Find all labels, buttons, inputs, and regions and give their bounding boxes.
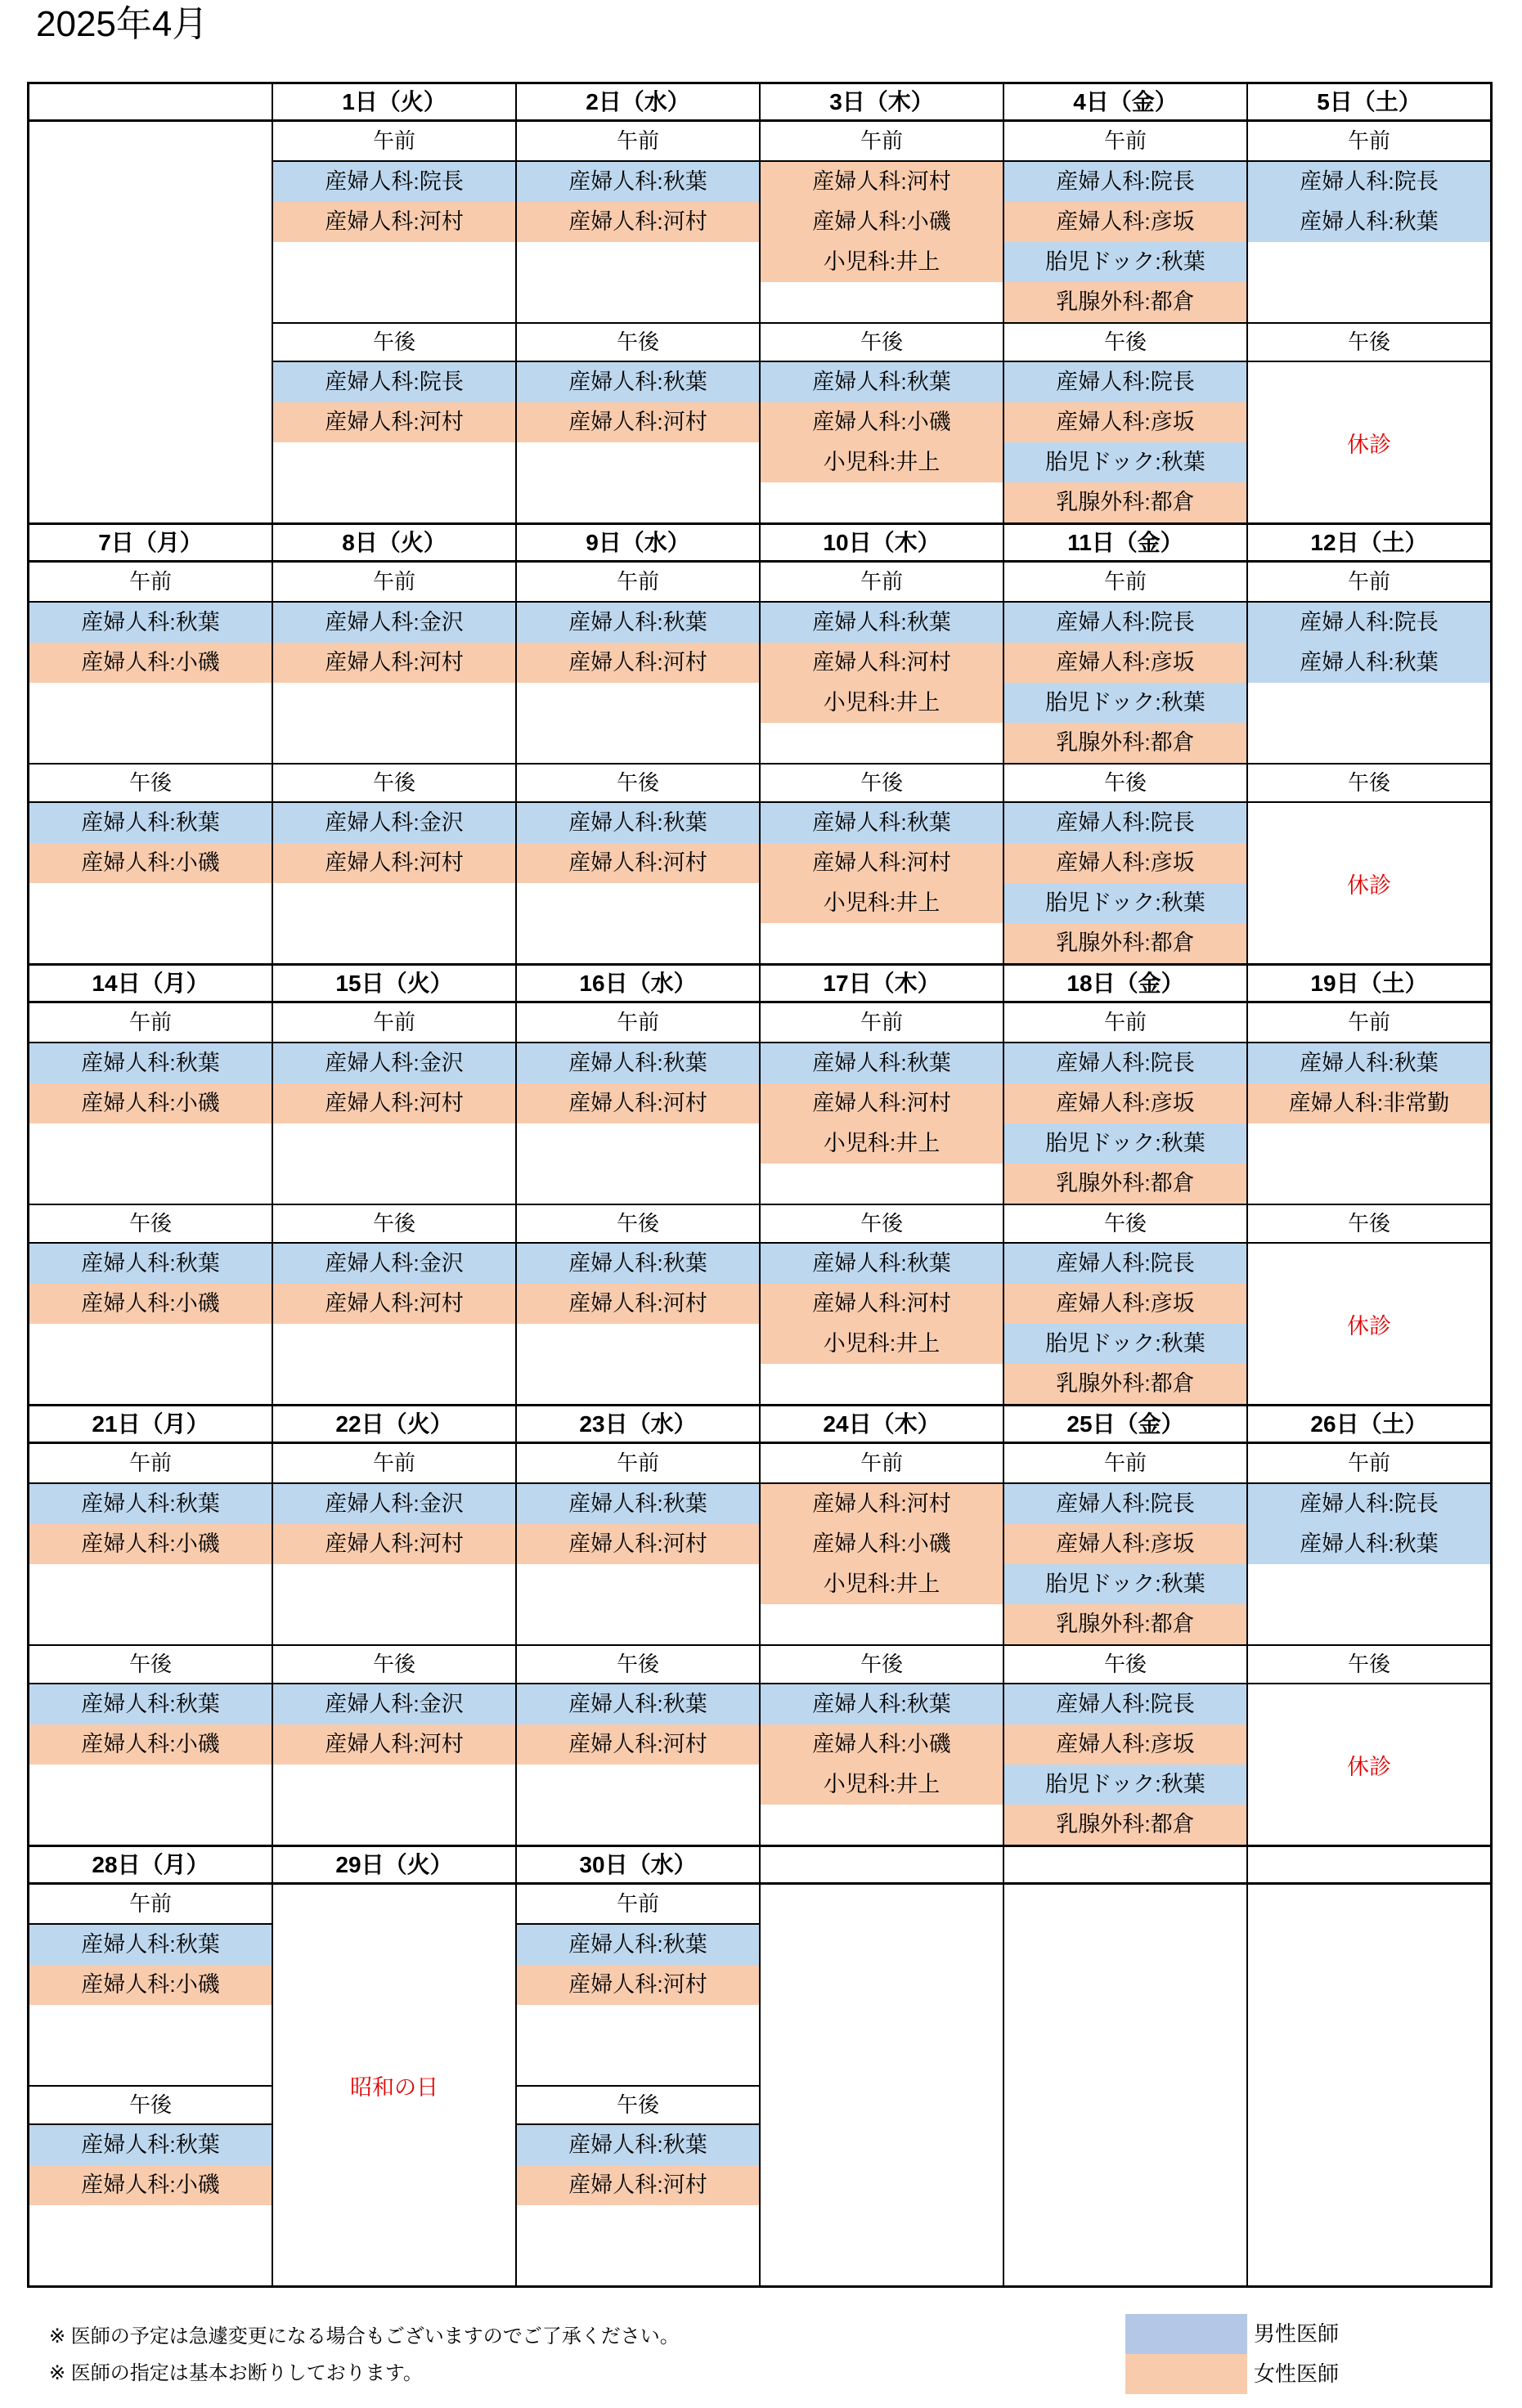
am-slots [517, 1484, 759, 1644]
pm-label: 午後 [517, 763, 759, 803]
doctor-slot-male: 産婦人科:院長 [1004, 603, 1246, 643]
pm-label: 午後 [1004, 1204, 1246, 1244]
day-header: 24日（木） [761, 1404, 1003, 1444]
doctor-slot-female: 産婦人科:小磯 [29, 1724, 272, 1765]
doctor-slot-female: 小児科:井上 [761, 1123, 1003, 1164]
pm-slots [761, 803, 1003, 963]
day-header: 11日（金） [1004, 522, 1246, 563]
doctor-slot-female: 産婦人科:小磯 [29, 1965, 272, 2005]
doctor-slot-male: 産婦人科:院長 [1004, 362, 1246, 402]
doctor-slot-female: 小児科:井上 [761, 1324, 1003, 1364]
day-cell [29, 1404, 272, 1845]
day-cell [515, 963, 759, 1404]
am-slots [761, 162, 1003, 322]
legend-label-male: 男性医師 [1254, 2321, 1340, 2346]
am-slots [1248, 162, 1490, 322]
doctor-slot-male: 産婦人科:金沢 [273, 603, 515, 643]
am-slots [29, 603, 272, 763]
holiday-label: 昭和の日 [350, 2074, 438, 2100]
day-cell [29, 1845, 272, 2285]
pm-slots [517, 2125, 759, 2285]
legend-swatch-female [1125, 2354, 1247, 2394]
doctor-slot-male: 産婦人科:秋葉 [1248, 1043, 1490, 1083]
am-label: 午前 [517, 122, 759, 162]
am-slots [1004, 1043, 1246, 1204]
doctor-slot-female: 産婦人科:河村 [517, 1724, 759, 1765]
doctor-slot-male: 産婦人科:秋葉 [29, 1484, 272, 1524]
am-label: 午前 [29, 1885, 272, 1925]
schedule-table [27, 82, 1493, 2288]
day-header: 19日（土） [1248, 963, 1490, 1003]
pm-label: 午後 [761, 1204, 1003, 1244]
legend-label-female: 女性医師 [1254, 2361, 1340, 2386]
pm-label: 午後 [273, 763, 515, 803]
doctor-slot-female: 産婦人科:小磯 [29, 1524, 272, 1564]
pm-slots [29, 1684, 272, 1845]
pm-label: 午後 [517, 2085, 759, 2125]
am-label: 午前 [1248, 563, 1490, 603]
doctor-slot-female: 産婦人科:彦坂 [1004, 843, 1246, 883]
doctor-slot-female: 小児科:井上 [761, 683, 1003, 723]
closed-status: 休診 [1347, 1313, 1391, 1339]
week-row [29, 1845, 1490, 2285]
doctor-slot-male: 産婦人科:秋葉 [517, 2125, 759, 2165]
doctor-slot-female: 産婦人科:河村 [761, 643, 1003, 683]
doctor-slot-male: 胎児ドック:秋葉 [1004, 1765, 1246, 1805]
day-header: 16日（水） [517, 963, 759, 1003]
day-header: 17日（木） [761, 963, 1003, 1003]
doctor-slot-male: 産婦人科:院長 [1004, 162, 1246, 202]
day-header: 22日（火） [273, 1404, 515, 1444]
am-label: 午前 [273, 122, 515, 162]
doctor-slot-female: 産婦人科:小磯 [29, 843, 272, 883]
day-header: 18日（金） [1004, 963, 1246, 1003]
doctor-slot-female: 産婦人科:河村 [761, 1484, 1003, 1524]
doctor-slot-female: 産婦人科:河村 [517, 1965, 759, 2005]
pm-label: 午後 [29, 1204, 272, 1244]
doctor-slot-male: 産婦人科:秋葉 [29, 1925, 272, 1965]
day-header: 2日（水） [517, 82, 759, 122]
doctor-slot-female: 小児科:井上 [761, 442, 1003, 482]
am-slots [273, 1484, 515, 1644]
doctor-slot-female: 産婦人科:小磯 [29, 2165, 272, 2205]
day-cell [1003, 522, 1246, 963]
day-cell [515, 1404, 759, 1845]
doctor-slot-male: 産婦人科:秋葉 [761, 1043, 1003, 1083]
am-label: 午前 [517, 1885, 759, 1925]
pm-label: 午後 [1248, 1204, 1490, 1244]
doctor-slot-female: 乳腺外科:都倉 [1004, 1164, 1246, 1204]
doctor-slot-male: 産婦人科:秋葉 [517, 603, 759, 643]
day-cell [1246, 522, 1490, 963]
doctor-slot-male: 胎児ドック:秋葉 [1004, 1123, 1246, 1164]
day-header: 15日（火） [273, 963, 515, 1003]
day-cell [272, 82, 515, 522]
doctor-slot-female: 産婦人科:河村 [517, 2165, 759, 2205]
doctor-slot-female: 産婦人科:河村 [273, 1284, 515, 1324]
pm-slots [1004, 803, 1246, 963]
day-cell [272, 522, 515, 963]
day-cell [759, 522, 1003, 963]
doctor-slot-female: 産婦人科:彦坂 [1004, 1524, 1246, 1564]
am-label: 午前 [29, 1003, 272, 1043]
am-slots [517, 603, 759, 763]
am-label: 午前 [273, 1003, 515, 1043]
doctor-slot-male: 胎児ドック:秋葉 [1004, 242, 1246, 282]
day-header [29, 82, 272, 122]
day-cell [29, 522, 272, 963]
doctor-slot-male: 産婦人科:院長 [1248, 162, 1490, 202]
doctor-slot-male: 産婦人科:秋葉 [29, 1684, 272, 1724]
day-header: 29日（火） [273, 1845, 515, 1885]
am-slots [517, 1925, 759, 2085]
am-label: 午前 [761, 1003, 1003, 1043]
doctor-slot-female: 産婦人科:河村 [761, 843, 1003, 883]
pm-slots [761, 362, 1003, 522]
doctor-slot-male: 産婦人科:秋葉 [517, 1244, 759, 1284]
am-slots [1248, 1043, 1490, 1204]
day-header: 3日（木） [761, 82, 1003, 122]
day-cell [1246, 963, 1490, 1404]
day-header: 8日（火） [273, 522, 515, 563]
day-cell [1246, 1404, 1490, 1845]
closed-status: 休診 [1347, 432, 1391, 457]
day-header [1004, 1845, 1246, 1885]
doctor-slot-male: 産婦人科:金沢 [273, 1484, 515, 1524]
pm-slots [517, 1684, 759, 1845]
day-header: 1日（火） [273, 82, 515, 122]
doctor-slot-female: 産婦人科:彦坂 [1004, 1724, 1246, 1765]
day-header: 23日（水） [517, 1404, 759, 1444]
doctor-slot-female: 産婦人科:彦坂 [1004, 643, 1246, 683]
pm-slots [517, 1244, 759, 1404]
am-label: 午前 [517, 1444, 759, 1484]
pm-label: 午後 [517, 322, 759, 362]
doctor-slot-female: 産婦人科:河村 [273, 843, 515, 883]
doctor-slot-female: 産婦人科:河村 [273, 1724, 515, 1765]
day-header: 9日（水） [517, 522, 759, 563]
am-slots [273, 162, 515, 322]
doctor-slot-female: 産婦人科:河村 [517, 402, 759, 442]
day-cell [759, 82, 1003, 522]
day-cell-empty [1246, 1845, 1490, 2285]
pm-label: 午後 [761, 763, 1003, 803]
pm-slots [273, 1244, 515, 1404]
pm-label: 午後 [761, 1644, 1003, 1684]
am-label: 午前 [761, 122, 1003, 162]
doctor-slot-female: 小児科:井上 [761, 883, 1003, 923]
pm-label: 午後 [273, 1204, 515, 1244]
doctor-slot-male: 産婦人科:院長 [1248, 603, 1490, 643]
day-cell [515, 522, 759, 963]
doctor-slot-female: 産婦人科:小磯 [29, 1083, 272, 1123]
day-cell [515, 82, 759, 522]
pm-slots [273, 803, 515, 963]
doctor-slot-female: 乳腺外科:都倉 [1004, 923, 1246, 963]
am-slots [761, 1484, 1003, 1644]
pm-label: 午後 [761, 322, 1003, 362]
doctor-slot-male: 産婦人科:秋葉 [29, 2125, 272, 2165]
am-slots [273, 603, 515, 763]
day-header: 12日（土） [1248, 522, 1490, 563]
doctor-slot-male: 産婦人科:秋葉 [517, 162, 759, 202]
day-cell [1003, 963, 1246, 1404]
pm-slots [517, 362, 759, 522]
doctor-slot-male: 産婦人科:金沢 [273, 1244, 515, 1284]
legend-swatch-male [1125, 2314, 1247, 2354]
day-header: 26日（土） [1248, 1404, 1490, 1444]
doctor-slot-female: 産婦人科:河村 [273, 202, 515, 242]
page-title: 2025年4月 [36, 4, 209, 44]
am-slots [29, 1484, 272, 1644]
day-cell-empty [29, 82, 272, 522]
day-cell [1003, 82, 1246, 522]
am-slots [1004, 1484, 1246, 1644]
pm-slots [1004, 362, 1246, 522]
doctor-slot-male: 産婦人科:院長 [1248, 1484, 1490, 1524]
am-slots [761, 603, 1003, 763]
doctor-slot-male: 胎児ドック:秋葉 [1004, 883, 1246, 923]
doctor-slot-female: 産婦人科:小磯 [761, 202, 1003, 242]
doctor-slot-male: 産婦人科:秋葉 [517, 803, 759, 843]
doctor-slot-female: 産婦人科:小磯 [29, 643, 272, 683]
day-header [1248, 1845, 1490, 1885]
day-header [761, 1845, 1003, 1885]
day-header: 5日（土） [1248, 82, 1490, 122]
doctor-slot-male: 産婦人科:秋葉 [1248, 643, 1490, 683]
pm-slots [761, 1684, 1003, 1845]
closed-status: 休診 [1347, 1754, 1391, 1779]
am-slots [29, 1043, 272, 1204]
pm-slots [29, 2125, 272, 2285]
footnote: ※ 医師の指定は基本お断りしております。 [49, 2362, 423, 2384]
doctor-slot-female: 産婦人科:小磯 [761, 1524, 1003, 1564]
am-slots [1004, 162, 1246, 322]
am-label: 午前 [517, 1003, 759, 1043]
am-label: 午前 [273, 563, 515, 603]
doctor-slot-female: 乳腺外科:都倉 [1004, 282, 1246, 322]
am-slots [1248, 603, 1490, 763]
doctor-slot-female: 産婦人科:小磯 [761, 402, 1003, 442]
week-row [29, 1404, 1490, 1845]
pm-label: 午後 [273, 322, 515, 362]
doctor-slot-female: 産婦人科:彦坂 [1004, 1083, 1246, 1123]
doctor-slot-male: 産婦人科:秋葉 [29, 603, 272, 643]
doctor-slot-male: 産婦人科:秋葉 [761, 603, 1003, 643]
doctor-slot-male: 胎児ドック:秋葉 [1004, 1324, 1246, 1364]
doctor-slot-male: 産婦人科:金沢 [273, 1043, 515, 1083]
pm-label: 午後 [1004, 763, 1246, 803]
am-slots [1004, 603, 1246, 763]
closed-status: 休診 [1347, 872, 1391, 898]
doctor-slot-female: 小児科:井上 [761, 1564, 1003, 1604]
pm-slots [29, 803, 272, 963]
doctor-slot-female: 乳腺外科:都倉 [1004, 1604, 1246, 1644]
doctor-slot-female: 産婦人科:河村 [761, 162, 1003, 202]
pm-label: 午後 [29, 2085, 272, 2125]
pm-label: 午後 [1004, 1644, 1246, 1684]
am-label: 午前 [1004, 122, 1246, 162]
day-cell [1003, 1404, 1246, 1845]
week-row [29, 963, 1490, 1404]
doctor-slot-female: 小児科:井上 [761, 242, 1003, 282]
am-label: 午前 [761, 1444, 1003, 1484]
day-cell-empty [1003, 1845, 1246, 2285]
am-label: 午前 [517, 563, 759, 603]
doctor-slot-female: 産婦人科:河村 [761, 1083, 1003, 1123]
doctor-slot-female: 産婦人科:河村 [517, 1083, 759, 1123]
doctor-slot-male: 産婦人科:秋葉 [517, 1484, 759, 1524]
doctor-slot-female: 産婦人科:小磯 [29, 1284, 272, 1324]
footnote: ※ 医師の予定は急遽変更になる場合もございますのでご了承ください。 [49, 2325, 680, 2347]
doctor-slot-male: 産婦人科:秋葉 [761, 803, 1003, 843]
am-label: 午前 [1004, 1003, 1246, 1043]
doctor-slot-female: 小児科:井上 [761, 1765, 1003, 1805]
doctor-slot-female: 乳腺外科:都倉 [1004, 1805, 1246, 1845]
doctor-slot-male: 胎児ドック:秋葉 [1004, 683, 1246, 723]
am-label: 午前 [1248, 1444, 1490, 1484]
pm-slots [273, 362, 515, 522]
doctor-slot-female: 産婦人科:小磯 [761, 1724, 1003, 1765]
am-slots [517, 1043, 759, 1204]
doctor-slot-female: 乳腺外科:都倉 [1004, 482, 1246, 522]
pm-slots [1004, 1684, 1246, 1845]
day-header: 30日（水） [517, 1845, 759, 1885]
pm-slots [761, 1244, 1003, 1404]
doctor-slot-female: 産婦人科:河村 [273, 402, 515, 442]
doctor-slot-male: 産婦人科:秋葉 [29, 803, 272, 843]
day-cell [29, 963, 272, 1404]
doctor-slot-female: 産婦人科:河村 [273, 1083, 515, 1123]
pm-label: 午後 [273, 1644, 515, 1684]
day-header: 25日（金） [1004, 1404, 1246, 1444]
doctor-slot-male: 産婦人科:秋葉 [761, 1244, 1003, 1284]
day-header: 10日（木） [761, 522, 1003, 563]
am-label: 午前 [1004, 563, 1246, 603]
pm-slots [29, 1244, 272, 1404]
doctor-slot-female: 産婦人科:河村 [273, 643, 515, 683]
doctor-slot-male: 産婦人科:院長 [273, 362, 515, 402]
doctor-slot-male: 産婦人科:秋葉 [517, 1043, 759, 1083]
day-header: 21日（月） [29, 1404, 272, 1444]
doctor-slot-male: 産婦人科:院長 [1004, 1244, 1246, 1284]
doctor-slot-female: 産婦人科:河村 [761, 1284, 1003, 1324]
doctor-slot-male: 産婦人科:秋葉 [517, 362, 759, 402]
doctor-slot-male: 産婦人科:院長 [273, 162, 515, 202]
am-label: 午前 [273, 1444, 515, 1484]
pm-slots [1004, 1244, 1246, 1404]
pm-label: 午後 [29, 1644, 272, 1684]
doctor-slot-male: 産婦人科:秋葉 [761, 362, 1003, 402]
day-header: 28日（月） [29, 1845, 272, 1885]
day-cell [759, 963, 1003, 1404]
doctor-slot-female: 産婦人科:河村 [273, 1524, 515, 1564]
pm-slots [273, 1684, 515, 1845]
pm-label: 午後 [29, 763, 272, 803]
doctor-slot-female: 産婦人科:非常勤 [1248, 1083, 1490, 1123]
doctor-slot-male: 産婦人科:秋葉 [761, 1684, 1003, 1724]
day-cell-holiday [272, 1845, 515, 2285]
doctor-slot-male: 産婦人科:秋葉 [1248, 1524, 1490, 1564]
doctor-slot-male: 産婦人科:金沢 [273, 803, 515, 843]
doctor-slot-female: 産婦人科:彦坂 [1004, 202, 1246, 242]
doctor-slot-male: 産婦人科:院長 [1004, 1043, 1246, 1083]
doctor-slot-female: 産婦人科:河村 [517, 1284, 759, 1324]
week-row [29, 82, 1490, 522]
pm-label: 午後 [1248, 763, 1490, 803]
pm-slots [517, 803, 759, 963]
doctor-slot-female: 産婦人科:河村 [517, 643, 759, 683]
am-label: 午前 [761, 563, 1003, 603]
doctor-slot-female: 産婦人科:彦坂 [1004, 402, 1246, 442]
day-cell [515, 1845, 759, 2285]
doctor-slot-female: 産婦人科:河村 [517, 202, 759, 242]
pm-label: 午後 [1004, 322, 1246, 362]
doctor-slot-male: 産婦人科:院長 [1004, 1484, 1246, 1524]
doctor-slot-female: 乳腺外科:都倉 [1004, 1364, 1246, 1404]
doctor-slot-male: 産婦人科:秋葉 [1248, 202, 1490, 242]
day-header: 4日（金） [1004, 82, 1246, 122]
pm-label: 午後 [517, 1644, 759, 1684]
doctor-slot-female: 産婦人科:彦坂 [1004, 1284, 1246, 1324]
doctor-slot-male: 産婦人科:秋葉 [517, 1925, 759, 1965]
am-label: 午前 [29, 1444, 272, 1484]
day-header: 14日（月） [29, 963, 272, 1003]
doctor-slot-female: 産婦人科:河村 [517, 1524, 759, 1564]
am-label: 午前 [1004, 1444, 1246, 1484]
pm-label: 午後 [517, 1204, 759, 1244]
doctor-slot-male: 産婦人科:秋葉 [29, 1043, 272, 1083]
am-slots [761, 1043, 1003, 1204]
doctor-slot-male: 産婦人科:秋葉 [29, 1244, 272, 1284]
doctor-slot-male: 産婦人科:院長 [1004, 1684, 1246, 1724]
doctor-slot-female: 産婦人科:河村 [517, 843, 759, 883]
pm-label: 午後 [1248, 1644, 1490, 1684]
day-cell [272, 1404, 515, 1845]
am-label: 午前 [1248, 1003, 1490, 1043]
am-label: 午前 [1248, 122, 1490, 162]
day-cell [272, 963, 515, 1404]
day-cell [1246, 82, 1490, 522]
doctor-slot-male: 胎児ドック:秋葉 [1004, 1564, 1246, 1604]
am-slots [517, 162, 759, 322]
doctor-slot-male: 胎児ドック:秋葉 [1004, 442, 1246, 482]
am-slots [29, 1925, 272, 2085]
week-row [29, 522, 1490, 963]
doctor-slot-male: 産婦人科:院長 [1004, 803, 1246, 843]
am-label: 午前 [29, 563, 272, 603]
day-cell [759, 1404, 1003, 1845]
pm-label: 午後 [1248, 322, 1490, 362]
doctor-slot-female: 乳腺外科:都倉 [1004, 723, 1246, 763]
am-slots [273, 1043, 515, 1204]
day-cell-empty [759, 1845, 1003, 2285]
day-header: 7日（月） [29, 522, 272, 563]
doctor-slot-male: 産婦人科:金沢 [273, 1684, 515, 1724]
am-slots [1248, 1484, 1490, 1644]
doctor-slot-male: 産婦人科:秋葉 [517, 1684, 759, 1724]
